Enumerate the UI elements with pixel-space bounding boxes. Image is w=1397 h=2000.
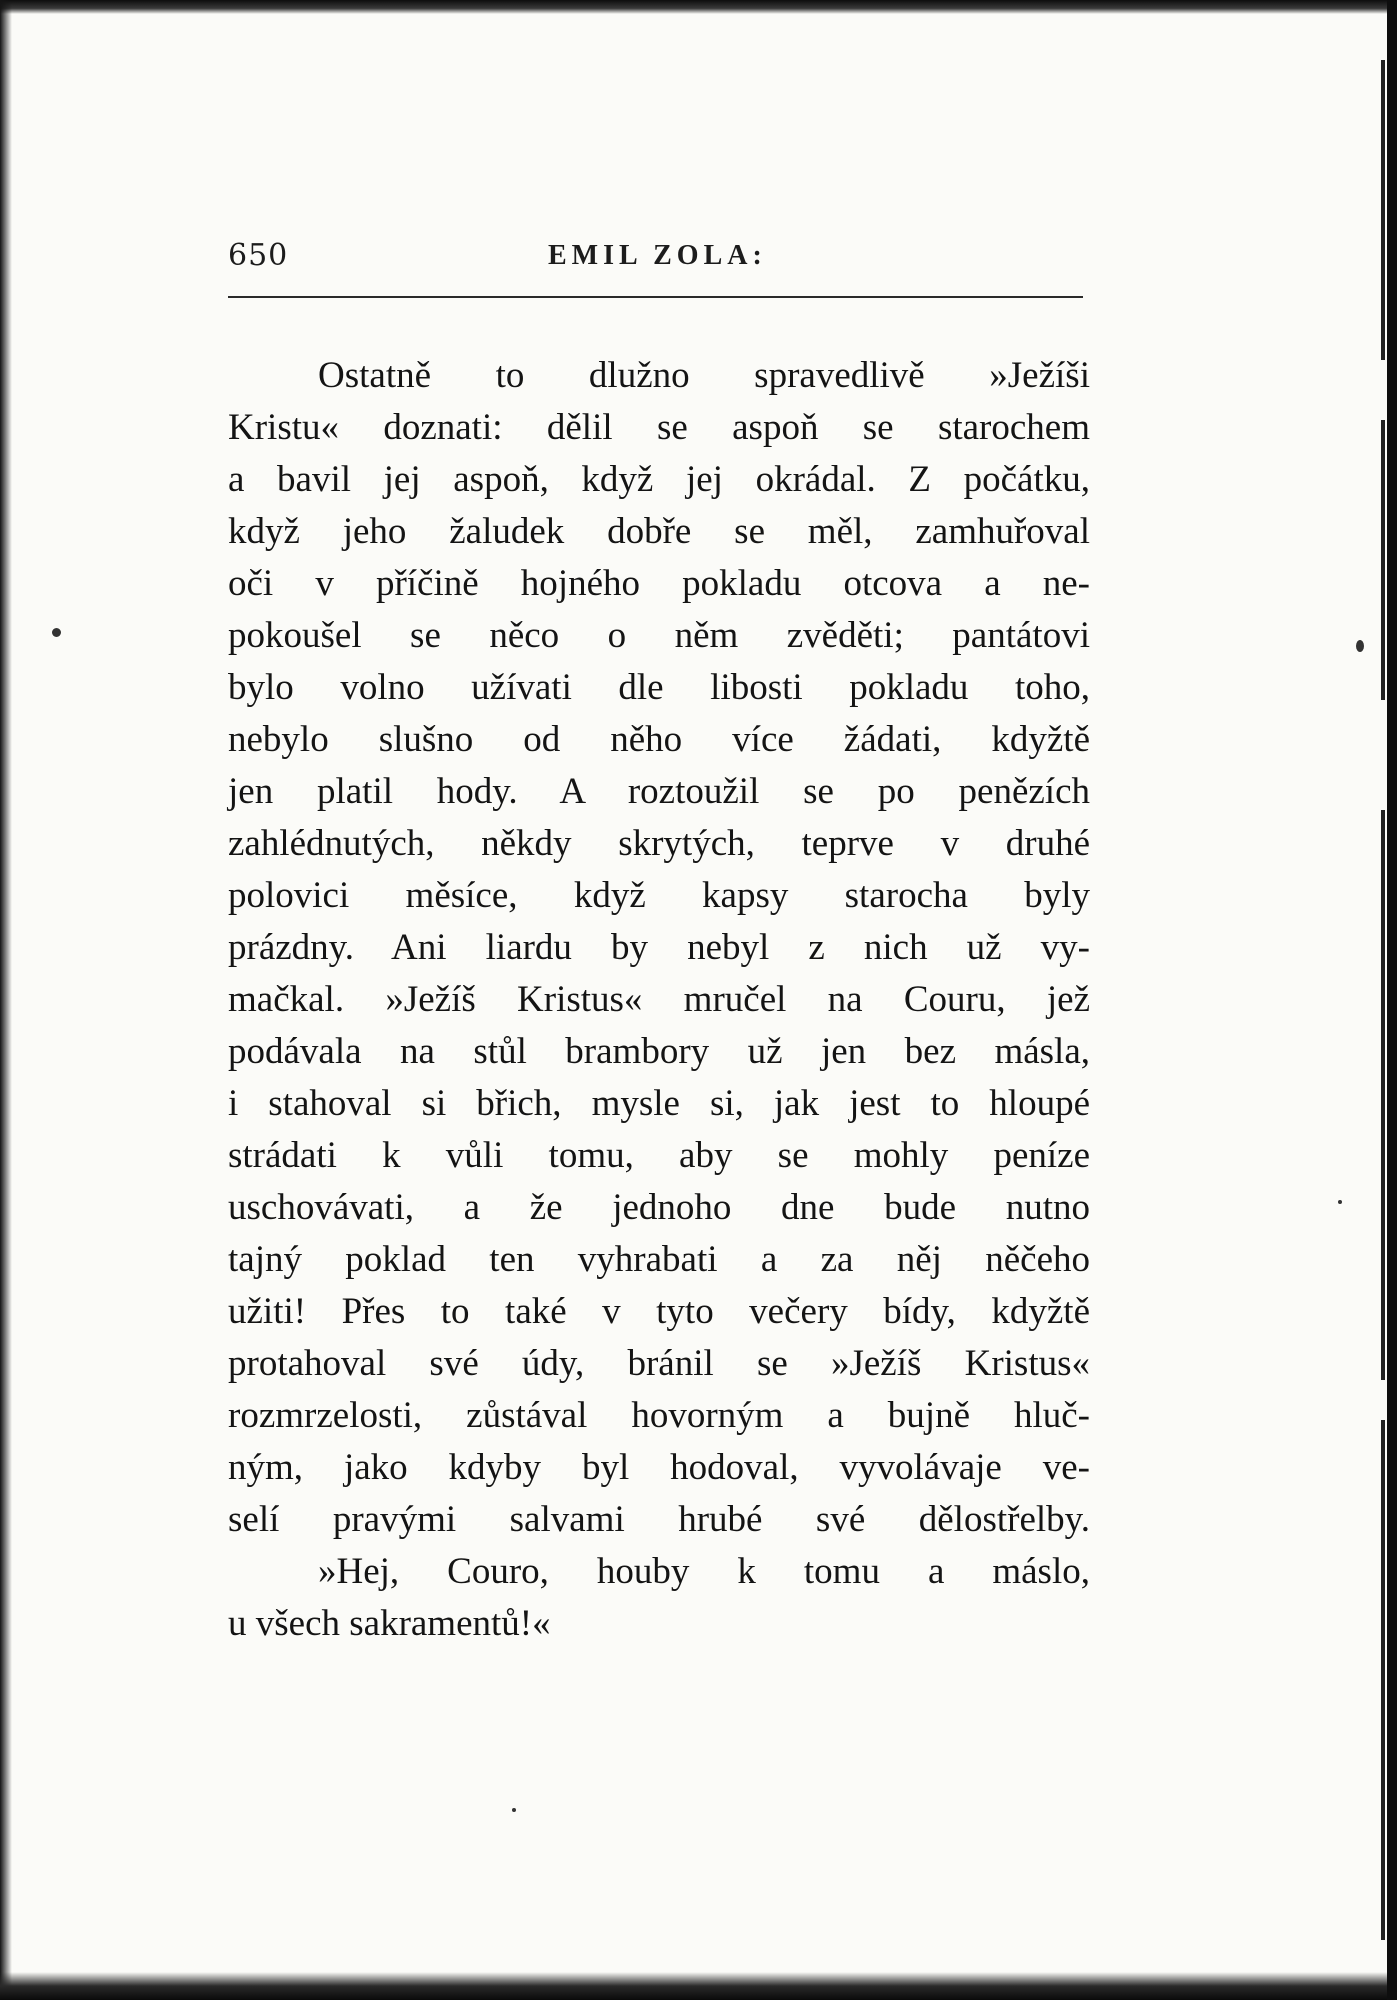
ink-speck <box>1338 1200 1342 1204</box>
text-line: i stahoval si břich, mysle si, jak jest to hloupé <box>228 1083 1090 1124</box>
text-line: prázdny. Ani liardu by nebyl z nich už vy- <box>228 927 1090 968</box>
scan-border-right <box>1387 0 1397 2000</box>
text-line: polovici měsíce, když kapsy starocha byly <box>228 875 1090 916</box>
text-line: bylo volno užívati dle libosti pokladu toho, <box>228 667 1090 708</box>
text-line: jen platil hody. A roztoužil se po penězích <box>228 771 1090 812</box>
text-line: když jeho žaludek dobře se měl, zamhuřoval <box>228 511 1090 552</box>
page-number: 650 <box>228 238 289 273</box>
text-line: ným, jako kdyby byl hodoval, vyvolávaje ve- <box>228 1447 1090 1488</box>
text-line: strádati k vůli tomu, aby se mohly peníze <box>228 1135 1090 1176</box>
running-head: EMIL ZOLA: <box>548 240 767 271</box>
spine-gap <box>1380 360 1386 420</box>
text-line: tajný poklad ten vyhrabati a za něj něčeho <box>228 1239 1090 1280</box>
ink-speck <box>512 1808 516 1812</box>
text-line: podávala na stůl brambory už jen bez másla, <box>228 1031 1090 1072</box>
scan-border-left <box>0 0 12 2000</box>
text-line: zahlédnutých, někdy skrytých, teprve v druhé <box>228 823 1090 864</box>
text-line: mačkal. »Ježíš Kristus« mručel na Couru, jež <box>228 979 1090 1020</box>
text-line: »Hej, Couro, houby k tomu a máslo, <box>318 1551 1090 1592</box>
text-line: pokoušel se něco o něm zvěděti; pantátovi <box>228 615 1090 656</box>
text-line: Kristu« doznati: dělil se aspoň se starochem <box>228 407 1090 448</box>
text-line: rozmrzelosti, zůstával hovorným a bujně hluč- <box>228 1395 1090 1436</box>
text-line: nebylo slušno od něho více žádati, kdyžtě <box>228 719 1090 760</box>
text-line: uschovávati, a že jednoho dne bude nutno <box>228 1187 1090 1228</box>
scan-border-bottom <box>0 1972 1397 2000</box>
text-line: selí pravými salvami hrubé své dělostřelby. <box>228 1499 1090 1540</box>
body-text <box>228 350 1090 1650</box>
text-line: Ostatně to dlužno spravedlivě »Ježíši <box>318 355 1090 396</box>
ink-speck <box>52 628 61 637</box>
ink-speck <box>1356 640 1364 652</box>
text-line: oči v příčině hojného pokladu otcova a ne- <box>228 563 1090 604</box>
spine-gap <box>1380 700 1386 810</box>
text-line: užiti! Přes to také v tyto večery bídy, kdyžtě <box>228 1291 1090 1332</box>
text-line: u všech sakramentů!« <box>228 1603 551 1644</box>
scan-border-top <box>0 0 1397 14</box>
spine-gap <box>1380 1380 1386 1420</box>
header-rule <box>228 296 1083 298</box>
text-line: a bavil jej aspoň, když jej okrádal. Z počátku, <box>228 459 1090 500</box>
book-spine-edge <box>1381 60 1385 1940</box>
page-header <box>228 238 1083 294</box>
text-line: protahoval své údy, bránil se »Ježíš Kristus« <box>228 1343 1090 1384</box>
